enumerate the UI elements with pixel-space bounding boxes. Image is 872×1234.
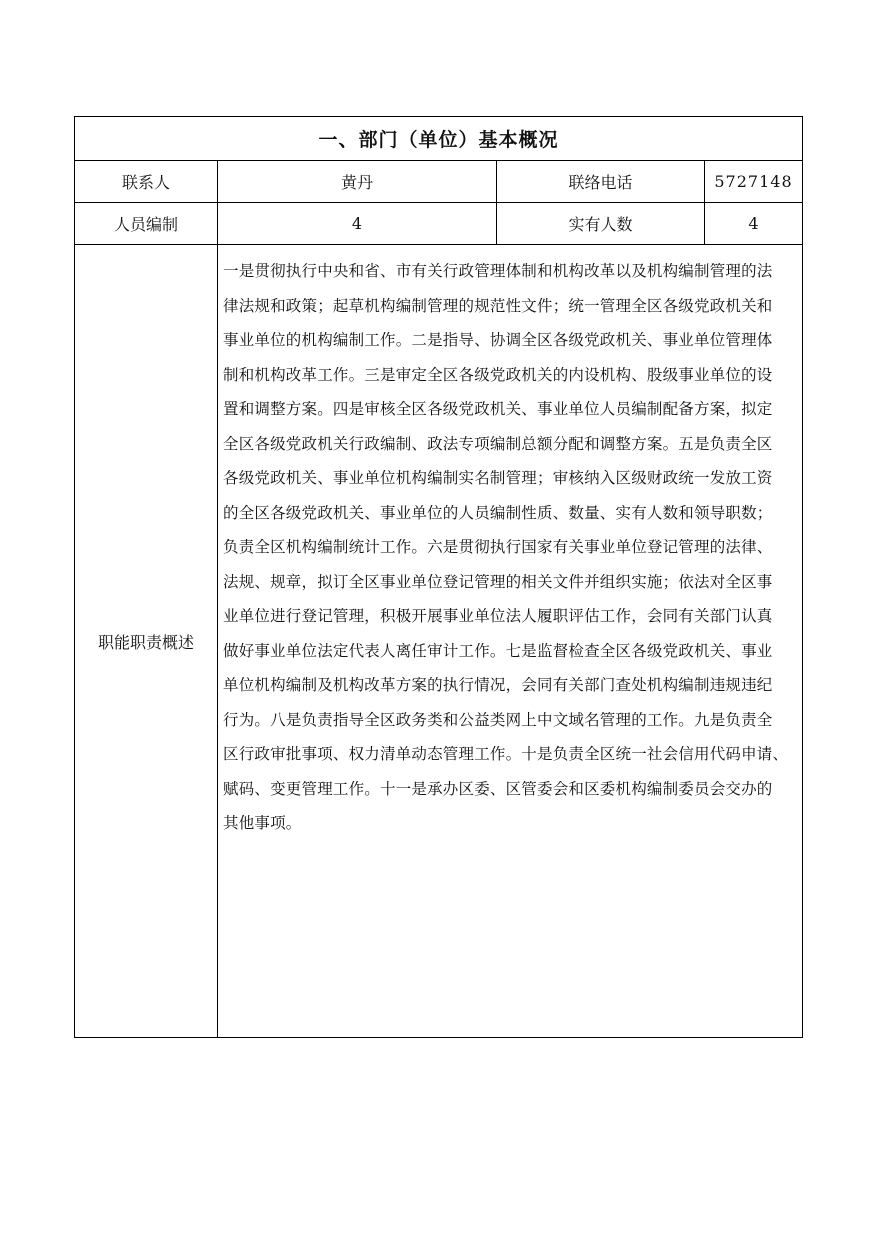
duties-line: 的全区各级党政机关、事业单位的人员编制性质、数量、实有人数和领导职数；: [223, 503, 773, 522]
staff-quota-value: 4: [351, 214, 363, 233]
duties-line: 赋码、变更管理工作。十一是承办区委、区管委会和区委机构编制委员会交办的: [223, 779, 773, 798]
column-divider: [217, 160, 218, 1037]
phone-value: 5727148: [714, 172, 793, 191]
duties-line: 其他事项。: [223, 814, 302, 832]
duties-line: 行为。八是负责指导全区政务类和公益类网上中文域名管理的工作。九是负责全: [223, 710, 773, 729]
column-divider: [496, 160, 497, 244]
actual-staff-label: 实有人数: [568, 215, 633, 234]
duties-line: 负责全区机构编制统计工作。六是贯彻执行国家有关事业单位登记管理的法律、: [223, 538, 773, 556]
phone-label: 联络电话: [568, 173, 633, 192]
duties-line: 律法规和政策；起草机构编制管理的规范性文件；统一管理全区各级党政机关和: [223, 296, 773, 315]
duties-line: 事业单位的机构编制工作。二是指导、协调全区各级党政机关、事业单位管理体: [223, 331, 773, 349]
duties-line: 做好事业单位法定代表人离任审计工作。七是监督检查全区各级党政机关、事业: [223, 641, 773, 660]
duties-line: 法规、规章，拟订全区事业单位登记管理的相关文件并组织实施；依法对全区事: [223, 572, 773, 591]
duties-line: 业单位进行登记管理，积极开展事业单位法人履职评估工作，会同有关部门认真: [223, 607, 773, 625]
duties-line: 区行政审批事项、权力清单动态管理工作。十是负责全区统一社会信用代码申请、: [223, 745, 789, 763]
duties-line: 全区各级党政机关行政编制、政法专项编制总额分配和调整方案。五是负责全区: [223, 434, 773, 453]
contact-label: 联系人: [121, 173, 170, 192]
staff-quota-label: 人员编制: [113, 215, 178, 234]
table-title: 一、部门（单位）基本概况: [318, 129, 559, 151]
duties-line: 各级党政机关、事业单位机构编制实名制管理；审核纳入区级财政统一发放工资: [223, 469, 773, 487]
duties-line: 置和调整方案。四是审核全区各级党政机关、事业单位人员编制配备方案，拟定: [223, 400, 773, 418]
duties-text: [220, 246, 800, 841]
contact-value: 黄丹: [340, 173, 373, 192]
basic-info-table: [74, 116, 803, 1038]
actual-staff-value: 4: [748, 214, 759, 233]
duties-line: 制和机构改革工作。三是审定全区各级党政机关的内设机构、股级事业单位的设: [223, 365, 773, 384]
duties-line: 一是贯彻执行中央和省、市有关行政管理体制和机构改革以及机构编制管理的法: [223, 262, 773, 280]
column-divider: [704, 160, 705, 244]
duties-label: 职能职责概述: [97, 632, 194, 652]
duties-line: 单位机构编制及机构改革方案的执行情况，会同有关部门查处机构编制违规违纪: [223, 676, 773, 694]
